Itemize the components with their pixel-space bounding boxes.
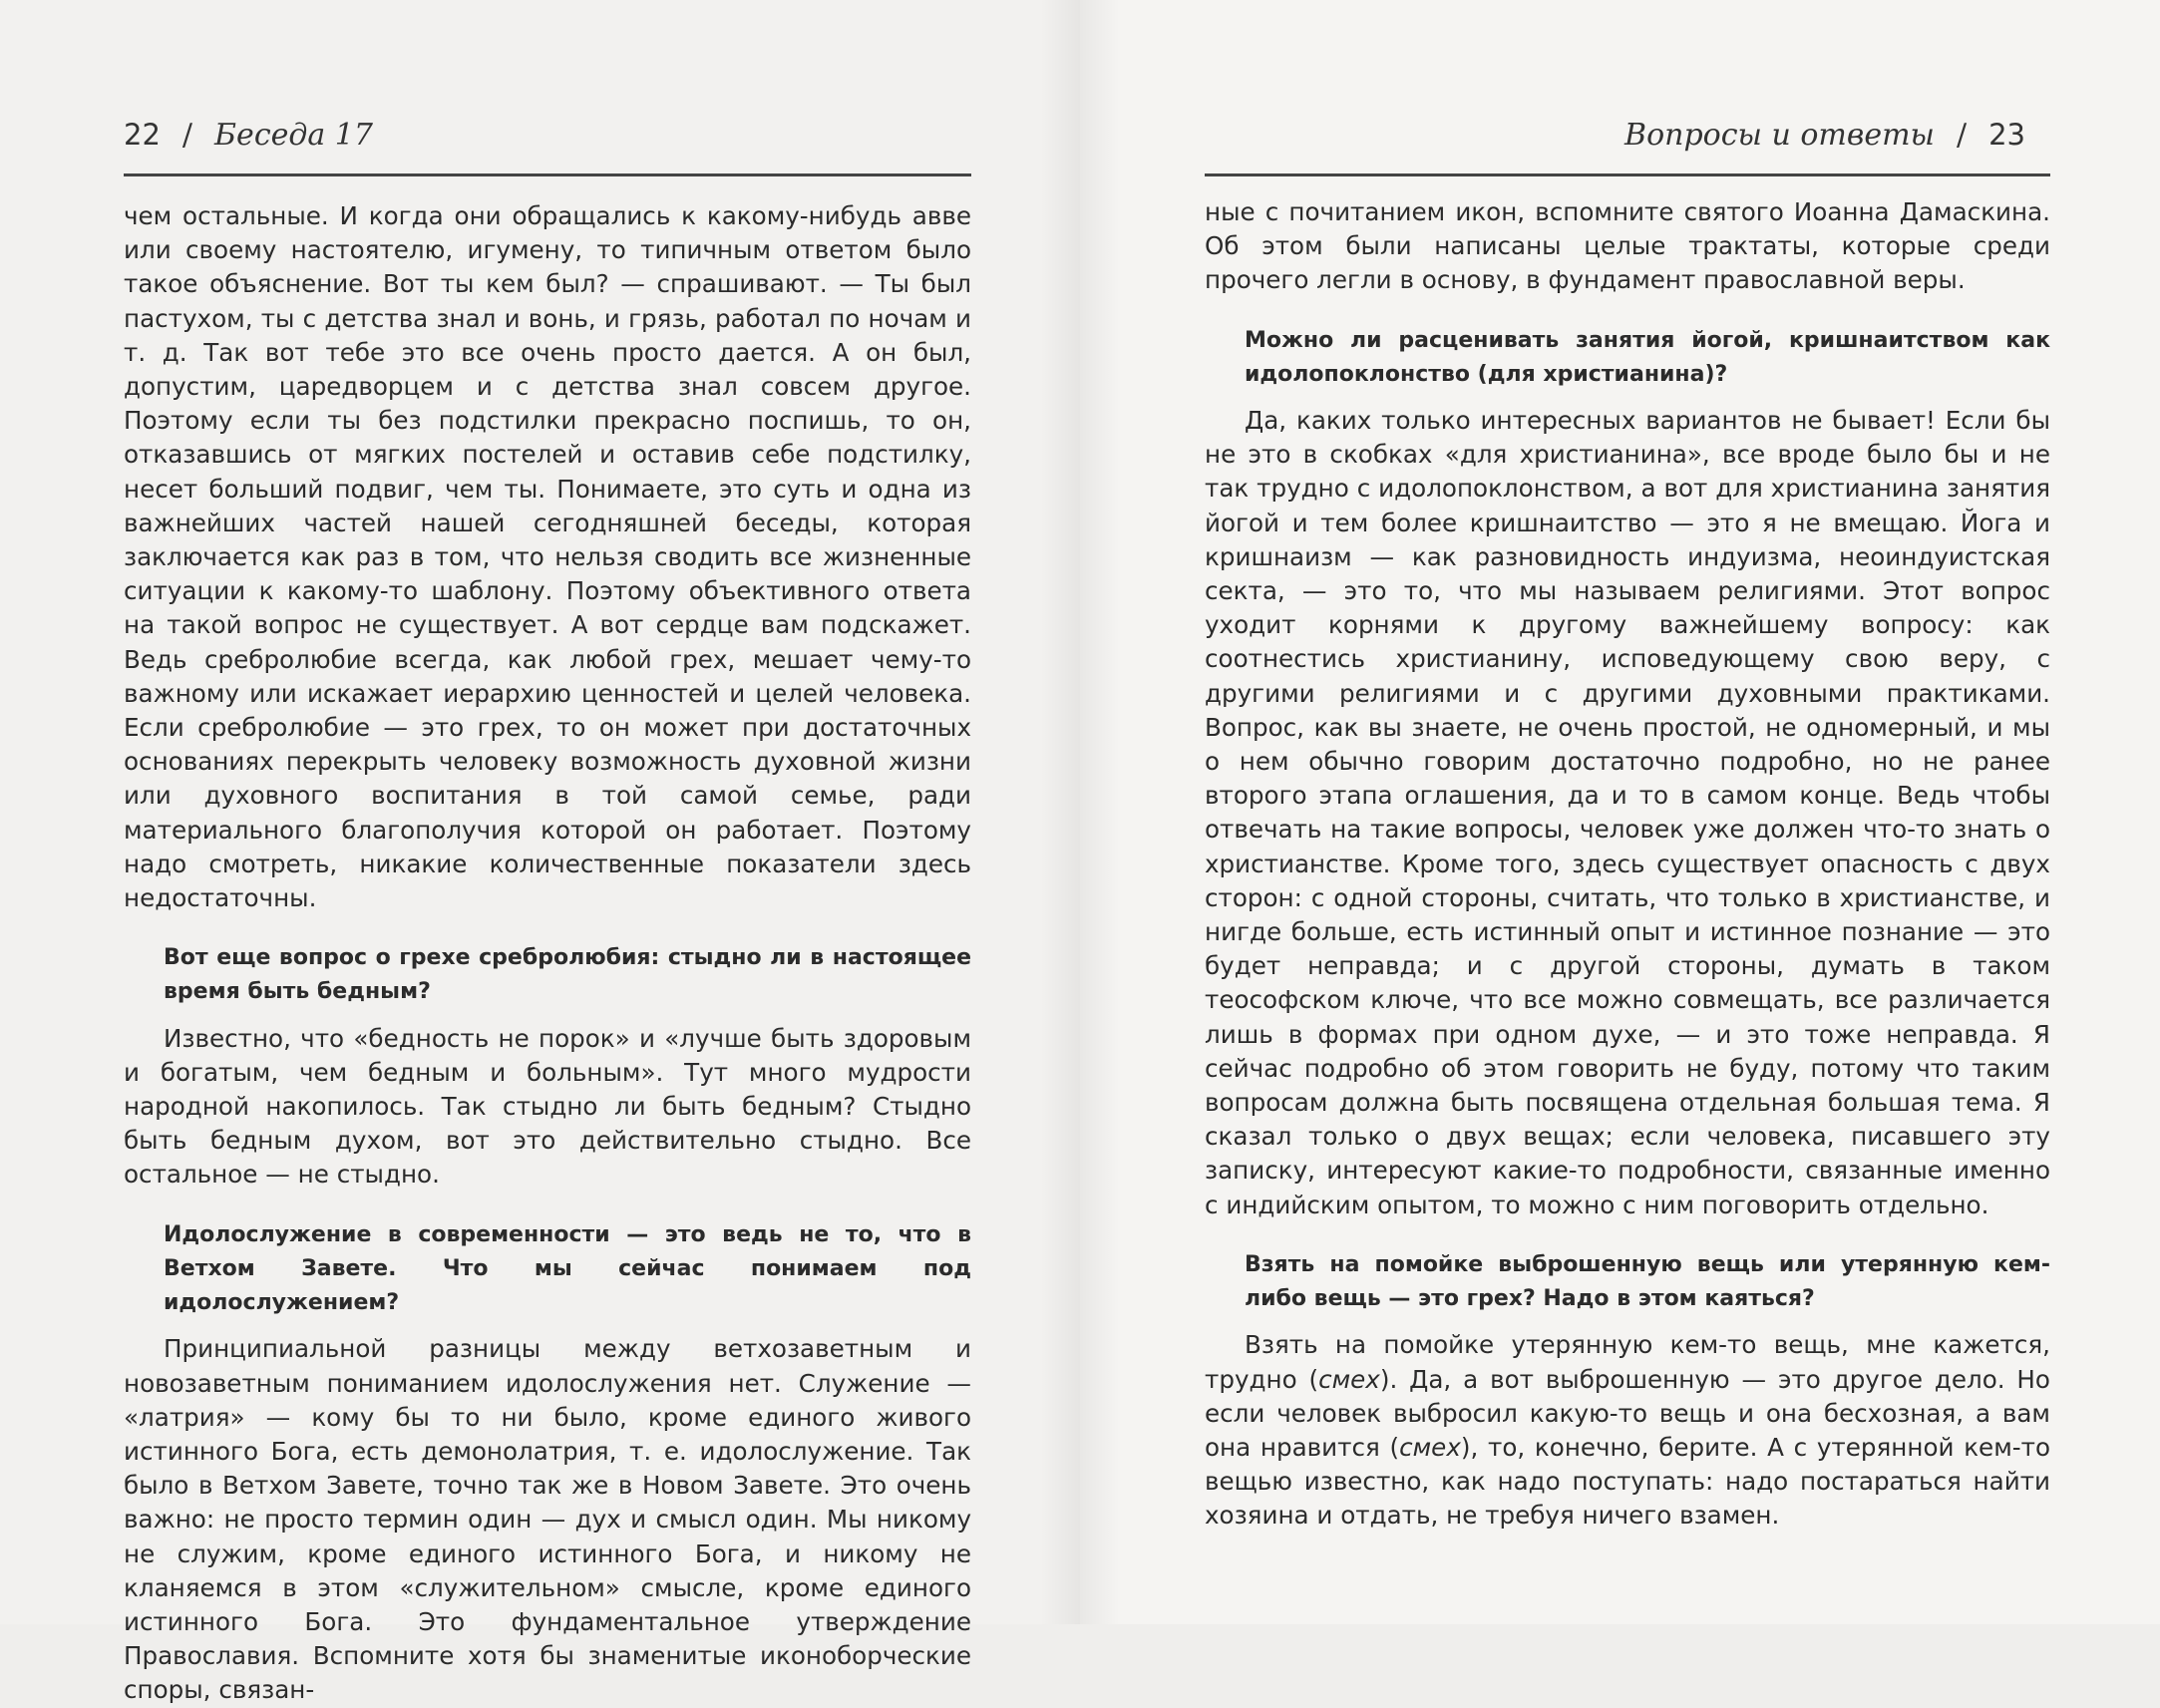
paragraph-text: ), то, конечно, берите. А с утерянной кем-то вещью известно, как надо поступать: надо постараться найти хозяина и отдать, не требуя ничего взамен.	[1205, 1432, 2050, 1531]
paragraph-text: Взять на помойке утерянную кем-то вещь, мне кажется, трудно (	[1205, 1330, 2050, 1394]
running-header-right	[1624, 118, 2025, 168]
header-separator: /	[1956, 118, 1968, 153]
page-number: 22	[124, 118, 161, 152]
paragraph: ные с почитанием икон, вспомните святого Иоанна Дамаскина. Об этом были написаны целые трактаты, которые среди прочего легли в основу, в фундамент православной веры.	[1205, 197, 2050, 295]
right-page	[1080, 0, 2160, 1624]
header-separator: /	[181, 118, 193, 153]
page-body	[124, 199, 971, 1708]
left-page	[0, 0, 1080, 1705]
running-header-left	[124, 118, 373, 168]
question-heading: Идолослужение в современности — это ведь не то, что в Ветхом Завете. Что мы сейчас понимаем под идолослужением?	[164, 1221, 971, 1316]
page-body	[1205, 195, 2050, 1534]
paragraph: чем остальные. И когда они обращались к какому-нибудь авве или своему настоятелю, игумену, то типичным ответом было такое объяснение. Вот ты кем был? — спрашивают. — Ты был пастухом, ты с детства знал и вонь, и грязь, работал по ночам и т. д. Так вот тебе это все очень просто дается. А он был, допустим, царедворцем и с детства знал совсем другое. Поэтому если ты без подстилки прекрасно поспишь, то он, отказавшись от мягких постелей и оставив себе подстилку, несет больший подвиг, чем ты. Понимаете, это суть и одна из важнейших частей нашей сегодняшней беседы, которая заключается как раз в том, что нельзя сводить все жизненные ситуации к какому-то шаблону. Поэтому объективного ответа на такой вопрос не существует. А вот сердце вам подскажет. Ведь сребролюбие всегда, как любой грех, мешает чему-то важному или искажает иерархию ценностей и целей человека. Если сребролюбие — это грех, то он может при достаточных основаниях перекрыть человеку возможность духовной жизни или духовного воспитания в той самой семье, ради материального благополучия которой он работает. Поэтому надо смотреть, никакие количественные показатели здесь недостаточны.	[124, 201, 971, 913]
page-number: 23	[1988, 118, 2025, 152]
header-rule	[124, 173, 971, 176]
paragraph-text: ). Да, а вот выброшенную — это другое дело. Но если человек выбросил какую-то вещь и она бесхозная, а вам она нравится (	[1205, 1364, 2050, 1462]
running-title: Беседа 17	[214, 118, 373, 153]
header-rule	[1205, 173, 2050, 176]
running-title: Вопросы и ответы	[1624, 118, 1935, 153]
question-heading: Можно ли расценивать занятия йогой, кришнаитством как идолопоклонство (для христианина)?	[1245, 327, 2050, 387]
paragraph	[1205, 1328, 2050, 1533]
paragraph: Известно, что «бедность не порок» и «лучше быть здоровым и богатым, чем бедным и больным». Тут много мудрости народной накопилось. Так стыдно ли быть бедным? Стыдно быть бедным духом, вот это действительно стыдно. Все остальное — не стыдно.	[124, 1023, 971, 1190]
emphasis: смех	[1399, 1432, 1461, 1462]
emphasis: смех	[1318, 1364, 1380, 1394]
question-heading: Вот еще вопрос о грехе сребролюбия: стыдно ли в настоящее время быть бедным?	[164, 945, 971, 1005]
question-heading: Взять на помойке выброшенную вещь или утерянную кем-либо вещь — это грех? Надо в этом каяться?	[1245, 1251, 2050, 1312]
paragraph: Принципиальной разницы между ветхозаветным и новозаветным пониманием идолослужения нет. Служение — «латрия» — кому бы то ни было, кроме единого живого истинного Бога, есть демонолатрия, т. е. идолослужение. Так было в Ветхом Завете, точно так же в Новом Завете. Это очень важно: не просто термин один — дух и смысл один. Мы никому не служим, кроме единого истинного Бога, и никому не кланяемся в этом «служительном» смысле, кроме единого истинного Бога. Это фундаментальное утверждение Православия. Вспомните хотя бы знаменитые иконоборческие споры, связан-	[124, 1334, 971, 1705]
paragraph: Да, каких только интересных вариантов не бывает! Если бы не это в скобках «для христианина», все вроде было бы и не так трудно с идолопоклонством, а вот для христианина занятия йогой и тем более кришнаитство — это я не вмещаю. Йога и кришнаизм — как разновидность индуизма, неоиндуистская секта, — это то, что мы называем религиями. Этот вопрос уходит корнями к другому важнейшему вопросу: как соотнестись христианину, исповедующему свою веру, с другими религиями и с другими духовными практиками. Вопрос, как вы знаете, не очень простой, не одномерный, и мы о нем обычно говорим достаточно подробно, но не ранее второго этапа оглашения, да и то в самом конце. Ведь чтобы отвечать на такие вопросы, человек уже должен что-то знать о христианстве. Кроме того, здесь существует опасность с двух сторон: с одной стороны, считать, что только в христианстве, и нигде больше, есть истинный опыт и истинное познание — это будет неправда; и с другой стороны, думать в таком теософском ключе, что все можно совмещать, все различается лишь в формах при одном духе, — и это тоже неправда. Я сейчас подробно об этом говорить не буду, потому что таким вопросам должна быть посвящена отдельная большая тема. Я сказал только о двух вещах; если человека, писавшего эту записку, интересуют какие-то подробности, связанные именно с индийским опытом, то можно с ним поговорить отдельно.	[1205, 406, 2050, 1219]
